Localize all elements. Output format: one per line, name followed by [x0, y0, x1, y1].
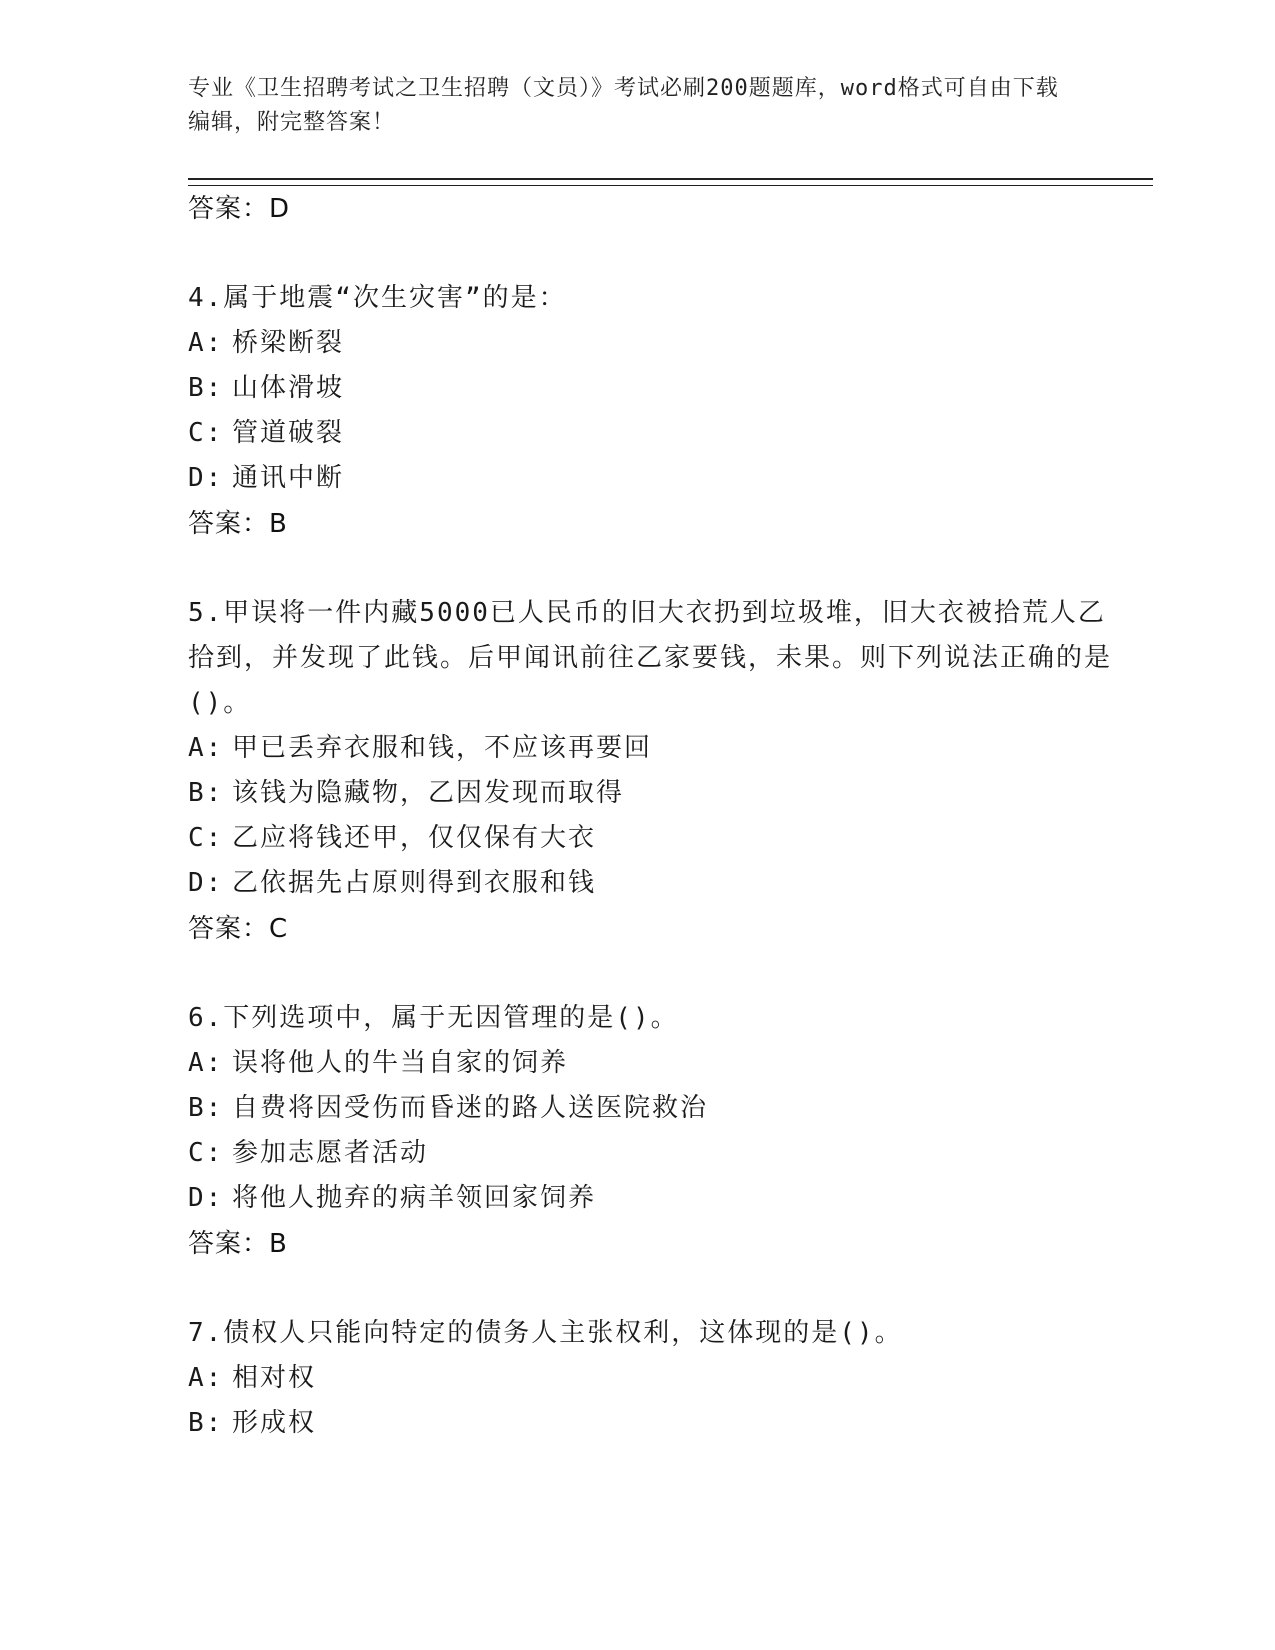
option-b [188, 366, 1128, 411]
option-text: 该钱为隐藏物，乙因发现而取得 [232, 778, 625, 808]
option-text: 参加志愿者活动 [232, 1138, 429, 1168]
question-text: 6.下列选项中，属于无因管理的是()。 [188, 1003, 679, 1033]
option-letter: B: [188, 778, 224, 808]
answer-line: 答案：B [188, 1229, 288, 1259]
option-letter: C: [188, 1138, 224, 1168]
option-letter: A: [188, 733, 224, 763]
option-letter: D: [188, 868, 224, 898]
option-d [188, 861, 1128, 906]
option-letter: B: [188, 373, 224, 403]
option-b [188, 771, 1128, 816]
option-text: 桥梁断裂 [232, 328, 345, 358]
question-text: 7.债权人只能向特定的债务人主张权利，这体现的是()。 [188, 1318, 903, 1348]
option-letter: A: [188, 328, 224, 358]
option-letter: A: [188, 1048, 224, 1078]
option-b [188, 1086, 1128, 1131]
header-note: 专业《卫生招聘考试之卫生招聘（文员）》考试必刷200题题库，word格式可自由下载编辑，附完整答案！ [188, 76, 1059, 135]
option-text: 形成权 [232, 1408, 317, 1438]
option-text: 误将他人的牛当自家的饲养 [232, 1048, 569, 1078]
question-item [188, 1311, 1128, 1446]
answer-line: 答案：B [188, 509, 288, 539]
option-c [188, 411, 1128, 456]
option-letter: C: [188, 418, 224, 448]
option-text: 山体滑坡 [232, 373, 345, 403]
option-text: 管道破裂 [232, 418, 345, 448]
option-letter: A: [188, 1363, 224, 1393]
option-b [188, 1401, 1128, 1446]
option-a [188, 726, 1128, 771]
option-a [188, 1356, 1128, 1401]
option-text: 甲已丢弃衣服和钱，不应该再要回 [232, 733, 653, 763]
option-text: 乙依据先占原则得到衣服和钱 [232, 868, 597, 898]
option-letter: D: [188, 463, 224, 493]
option-text: 相对权 [232, 1363, 317, 1393]
option-letter: C: [188, 823, 224, 853]
option-text: 将他人抛弃的病羊领回家饲养 [232, 1183, 597, 1213]
option-text: 乙应将钱还甲，仅仅保有大衣 [232, 823, 597, 853]
option-text: 自费将因受伤而昏迷的路人送医院救治 [232, 1093, 709, 1123]
answer-line: 答案：D [188, 194, 291, 224]
question-text: 5.甲误将一件内藏5000已人民币的旧大衣扔到垃圾堆，旧大衣被拾荒人乙拾到，并发现了此钱。后甲闻讯前往乙家要钱，未果。则下列说法正确的是()。 [188, 598, 1113, 718]
question-item [188, 996, 1128, 1267]
option-a [188, 321, 1128, 366]
option-letter: B: [188, 1408, 224, 1438]
header-divider [188, 178, 1153, 186]
option-letter: D: [188, 1183, 224, 1213]
question-item [188, 276, 1128, 547]
question-item [188, 591, 1128, 952]
option-a [188, 1041, 1128, 1086]
question-text: 4.属于地震“次生灾害”的是： [188, 283, 567, 313]
option-text: 通讯中断 [232, 463, 345, 493]
question-list [188, 186, 1128, 1446]
option-d [188, 456, 1128, 501]
option-letter: B: [188, 1093, 224, 1123]
answer-line: 答案：C [188, 914, 289, 944]
option-c [188, 1131, 1128, 1176]
option-c [188, 816, 1128, 861]
option-d [188, 1176, 1128, 1221]
